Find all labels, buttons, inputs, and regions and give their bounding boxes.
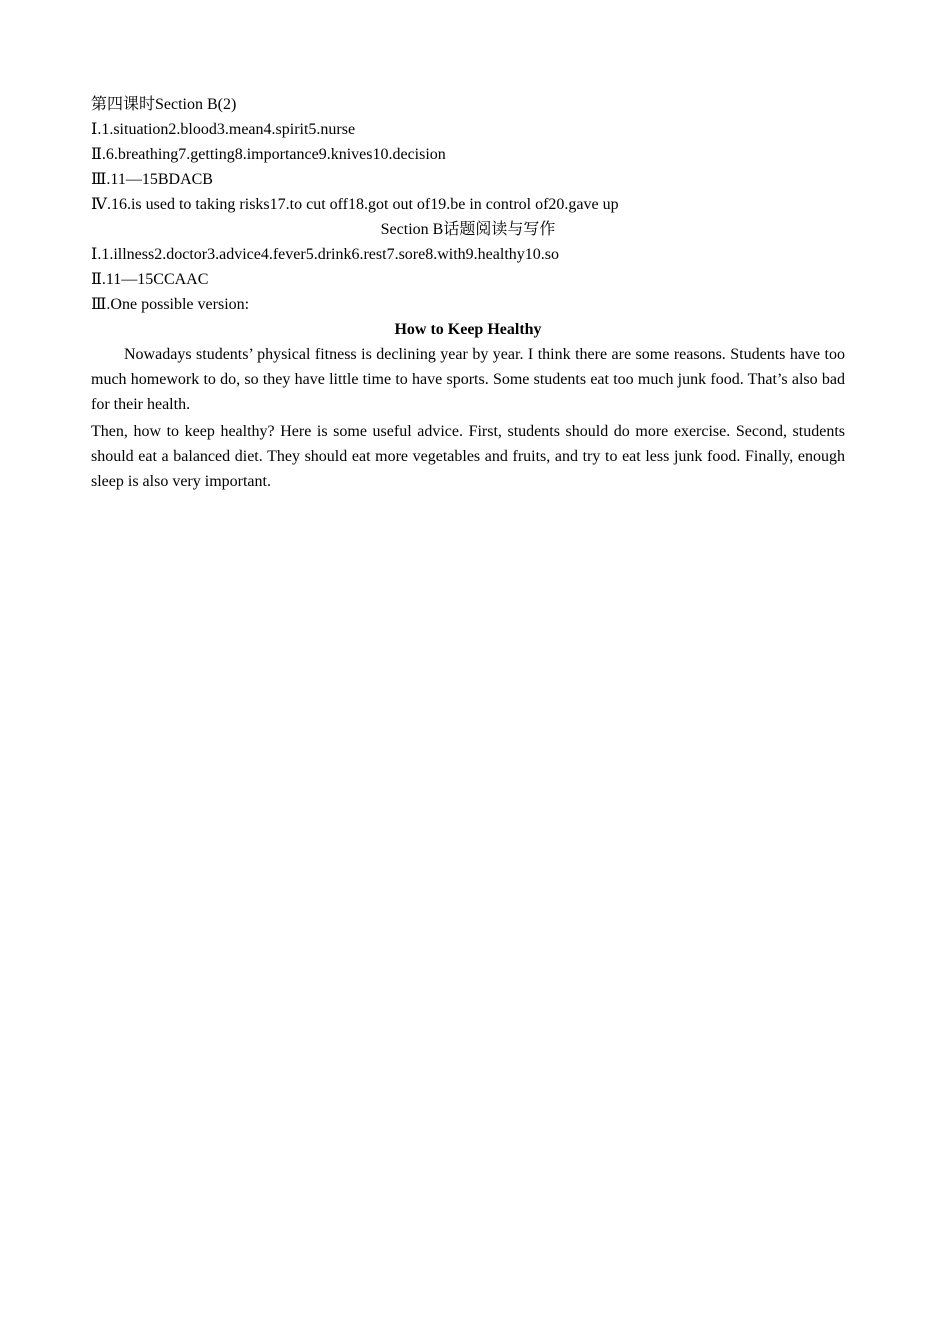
reading-answer-line-3: Ⅲ.One possible version: bbox=[91, 296, 250, 313]
answer-line-2: Ⅱ.6.breathing7.getting8.importance9.knives10.decision bbox=[91, 146, 446, 163]
answer-line-3: Ⅲ.11—15BDACB bbox=[91, 171, 213, 188]
answer-line-1: Ⅰ.1.situation2.blood3.mean4.spirit5.nurse bbox=[91, 121, 356, 138]
reading-answer-line-2: Ⅱ.11—15CCAAC bbox=[91, 271, 209, 288]
answer-line-4: Ⅳ.16.is used to taking risks17.to cut off18.got out of19.be in control of20.gave up bbox=[91, 196, 619, 213]
section-b-reading-heading: Section B话题阅读与写作 bbox=[380, 221, 556, 238]
essay-title: How to Keep Healthy bbox=[394, 321, 542, 338]
essay-paragraph-1: Nowadays students’ physical fitness is declining year by year. I think there are some reasons. Students have too much homework to do, so they have little time to have sports. Some students eat too much junk food. That’s also bad for their health. bbox=[91, 346, 845, 413]
essay-paragraph-2: Then, how to keep healthy? Here is some useful advice. First, students should do more exercise. Second, students should eat a balanced diet. They should eat more vegetables and fruits, and try to eat less junk food. Finally, enough sleep is also very important. bbox=[91, 423, 845, 490]
document-page bbox=[91, 92, 845, 494]
reading-answer-line-1: Ⅰ.1.illness2.doctor3.advice4.fever5.drink6.rest7.sore8.with9.healthy10.so bbox=[91, 246, 559, 263]
section-b2-heading: 第四课时Section B(2) bbox=[91, 96, 237, 113]
